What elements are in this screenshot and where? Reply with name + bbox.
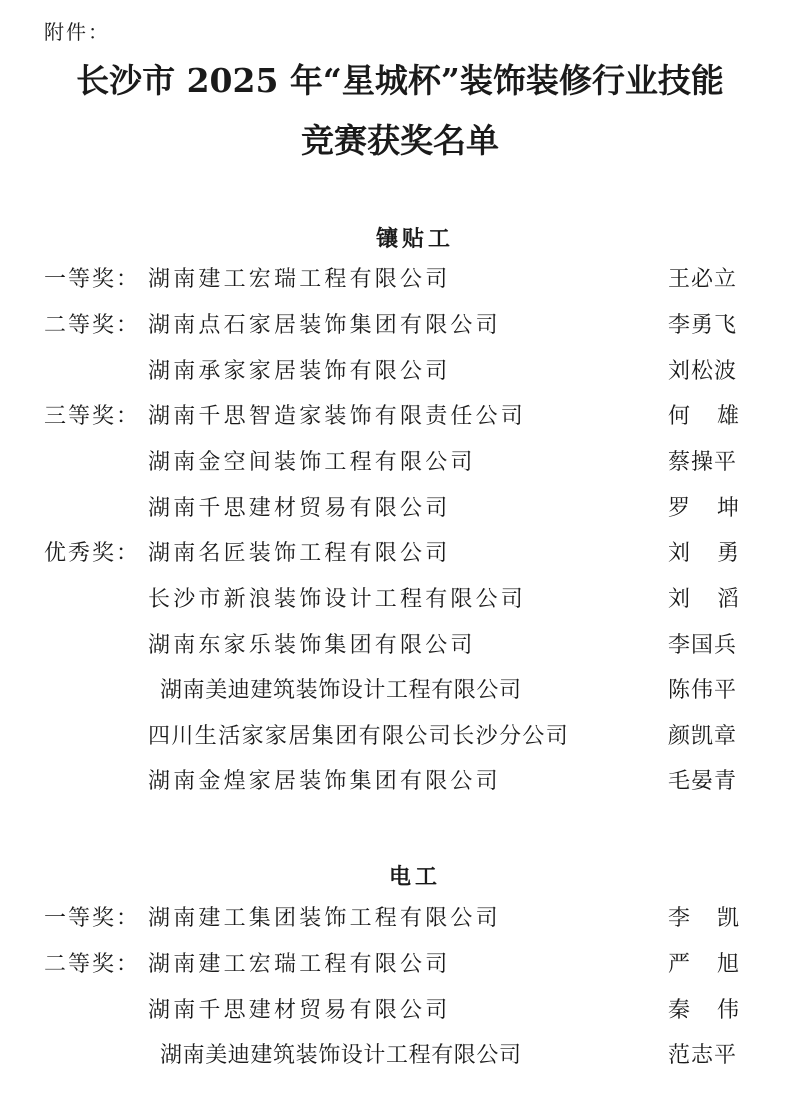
prize-level: 一等奖： [44,906,141,931]
winner-name: 蔡操平 [668,450,738,475]
company-name: 湖南建工宏瑞工程有限公司 [148,952,451,977]
award-row [0,995,800,1027]
company-name: 湖南千思建材贸易有限公司 [148,998,451,1023]
section-title-tiler: 镶贴工 [375,226,454,252]
winner-name: 王必立 [668,267,738,292]
company-name: 湖南金煌家居装饰集团有限公司 [148,769,501,794]
company-name: 湖南美迪建筑装饰设计工程有限公司 [160,678,522,703]
award-row [0,949,800,981]
award-row [0,675,800,707]
document-title-line-1: 长沙市 2025 年“星城杯”装饰装修行业技能 [76,61,724,100]
winner-name: 严旭 [668,952,767,977]
company-name: 湖南点石家居装饰集团有限公司 [148,313,501,338]
award-row [0,584,800,616]
winner-name: 李凯 [668,906,767,931]
company-name: 湖南东家乐装饰集团有限公司 [148,633,476,658]
award-row [0,493,800,525]
prize-level: 二等奖： [44,313,141,338]
company-name: 湖南千思智造家装饰有限责任公司 [148,404,527,429]
attachment-label: 附件： [44,20,110,44]
prize-level: 三等奖： [44,404,141,429]
section-title-electrician: 电工 [388,864,441,890]
award-row [0,766,800,798]
company-name: 湖南名匠装饰工程有限公司 [148,541,451,566]
award-row [0,447,800,479]
company-name: 湖南千思建材贸易有限公司 [148,496,451,521]
award-row [0,264,800,296]
winner-name: 刘勇 [668,541,767,566]
winner-name: 陈伟平 [668,678,738,703]
prize-level: 优秀奖： [44,541,141,566]
winner-name: 李勇飞 [668,313,738,338]
prize-level: 一等奖： [44,267,141,292]
prize-level: 二等奖： [44,952,141,977]
award-row [0,1040,800,1072]
winner-name: 李国兵 [668,633,738,658]
award-row [0,721,800,753]
award-row [0,310,800,342]
winner-name: 范志平 [668,1043,738,1068]
company-name: 四川生活家家居集团有限公司长沙分公司 [148,724,570,749]
company-name: 湖南金空间装饰工程有限公司 [148,450,476,475]
document-title-line-2: 竞赛获奖名单 [301,121,499,160]
winner-name: 秦伟 [668,998,767,1023]
award-row [0,538,800,570]
award-row [0,903,800,935]
winner-name: 何雄 [668,404,767,429]
company-name: 湖南承家家居装饰有限公司 [148,359,451,384]
winner-name: 毛晏青 [668,769,738,794]
award-row [0,356,800,388]
company-name: 湖南建工宏瑞工程有限公司 [148,267,451,292]
company-name: 长沙市新浪装饰设计工程有限公司 [148,587,527,612]
award-row [0,401,800,433]
winner-name: 刘滔 [668,587,767,612]
company-name: 湖南建工集团装饰工程有限公司 [148,906,501,931]
winner-name: 刘松波 [668,359,738,384]
award-row [0,630,800,662]
company-name: 湖南美迪建筑装饰设计工程有限公司 [160,1043,522,1068]
winner-name: 颜凯章 [668,724,738,749]
winner-name: 罗坤 [668,496,767,521]
